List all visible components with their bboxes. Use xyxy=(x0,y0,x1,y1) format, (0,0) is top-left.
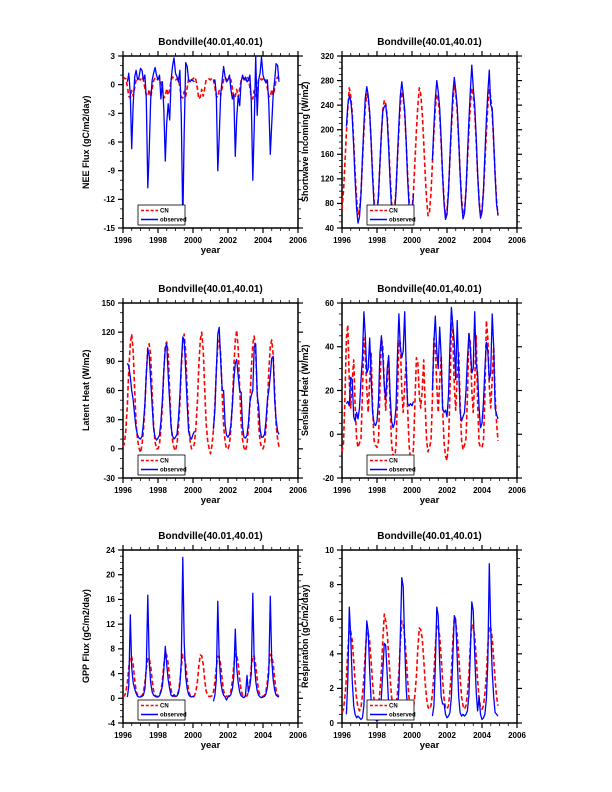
y-tick-label: 90 xyxy=(106,357,115,367)
chart-title: Bondville(40.01,40.01) xyxy=(158,284,263,295)
latent-heat-observed-line xyxy=(127,327,279,440)
y-tick-label: 2 xyxy=(329,684,334,694)
x-tick-label: 2006 xyxy=(508,486,526,495)
y-tick-label: -30 xyxy=(103,473,115,483)
y-tick-label: 40 xyxy=(325,223,334,233)
x-tick-label: 2002 xyxy=(219,731,237,740)
nee-plot xyxy=(78,46,313,258)
y-tick-label: 120 xyxy=(320,174,334,184)
x-tick-label: 2006 xyxy=(289,486,307,495)
chart-title: Bondville(40.01,40.01) xyxy=(158,37,263,48)
x-axis-label: year xyxy=(419,740,440,751)
legend-entry-label: observed xyxy=(389,467,416,474)
x-tick-label: 1998 xyxy=(149,486,167,495)
chart-title: Bondville(40.01,40.01) xyxy=(377,531,482,542)
shortwave-observed-line xyxy=(346,65,498,223)
y-tick-label: 0 xyxy=(329,718,334,728)
legend-entry-label: observed xyxy=(160,217,187,224)
y-axis-label: NEE Flux (gC/m2/day) xyxy=(81,95,91,189)
y-tick-label: 12 xyxy=(106,619,115,629)
x-tick-label: 1998 xyxy=(368,486,386,495)
legend-entry-label: CN xyxy=(389,208,398,215)
y-tick-label: 280 xyxy=(320,76,334,86)
x-tick-label: 2004 xyxy=(473,486,491,495)
sensible-heat-plot xyxy=(297,293,532,508)
x-tick-label: 2002 xyxy=(219,486,237,495)
y-tick-label: 6 xyxy=(329,615,334,624)
x-tick-label: 2000 xyxy=(403,486,421,495)
chart-title: Bondville(40.01,40.01) xyxy=(377,37,482,48)
x-tick-label: 1996 xyxy=(333,731,351,740)
legend-entry-label: CN xyxy=(160,208,169,215)
y-tick-label: 16 xyxy=(106,595,115,605)
y-tick-label: -15 xyxy=(103,223,115,233)
chart-title: Bondville(40.01,40.01) xyxy=(377,284,482,295)
y-tick-label: -20 xyxy=(322,473,334,483)
legend-entry-label: CN xyxy=(160,458,169,465)
x-tick-label: 2000 xyxy=(403,236,421,245)
y-tick-label: 0 xyxy=(110,444,115,454)
x-axis-label: year xyxy=(200,245,221,256)
x-tick-label: 2004 xyxy=(254,236,272,245)
legend-entry-label: CN xyxy=(160,703,169,710)
y-tick-label: -9 xyxy=(107,166,115,176)
x-tick-label: 2002 xyxy=(438,486,456,495)
x-tick-label: 2006 xyxy=(508,236,526,245)
x-tick-label: 1996 xyxy=(333,486,351,495)
x-tick-label: 2000 xyxy=(184,486,202,495)
legend-entry-label: observed xyxy=(389,217,416,224)
x-axis-label: year xyxy=(419,245,440,256)
y-tick-label: 240 xyxy=(320,100,334,110)
x-tick-label: 2004 xyxy=(473,731,491,740)
legend-entry-label: CN xyxy=(389,703,398,710)
x-tick-label: 2004 xyxy=(473,236,491,245)
x-tick-label: 2000 xyxy=(403,731,421,740)
y-tick-label: 20 xyxy=(106,570,115,580)
chart-title: Bondville(40.01,40.01) xyxy=(158,531,263,542)
y-tick-label: -3 xyxy=(107,109,115,119)
y-tick-label: 4 xyxy=(110,669,115,679)
x-tick-label: 2006 xyxy=(289,731,307,740)
y-tick-label: 0 xyxy=(110,80,115,90)
x-tick-label: 2004 xyxy=(254,486,272,495)
x-tick-label: 2002 xyxy=(438,731,456,740)
respiration-plot xyxy=(297,540,532,753)
y-axis-label: GPP Flux (gC/m2/day) xyxy=(81,589,91,684)
y-tick-label: 80 xyxy=(325,199,334,209)
y-tick-label: -12 xyxy=(103,195,115,205)
y-tick-label: 3 xyxy=(110,51,115,61)
x-tick-label: 1998 xyxy=(368,236,386,245)
y-tick-label: 150 xyxy=(101,298,115,308)
x-axis-label: year xyxy=(200,740,221,751)
y-tick-label: -6 xyxy=(107,137,115,147)
y-tick-label: 0 xyxy=(110,694,115,704)
x-tick-label: 1998 xyxy=(149,236,167,245)
y-tick-label: 120 xyxy=(101,327,115,337)
x-tick-label: 2000 xyxy=(184,236,202,245)
y-tick-label: 8 xyxy=(329,580,334,590)
y-tick-label: 160 xyxy=(320,150,334,160)
legend-entry-label: observed xyxy=(389,712,416,719)
x-tick-label: 1996 xyxy=(333,236,351,245)
x-tick-label: 1998 xyxy=(149,731,167,740)
y-axis-label: Latent Heat (W/m2) xyxy=(81,349,91,432)
plot-frame xyxy=(342,303,517,478)
y-tick-label: 40 xyxy=(325,342,334,352)
gpp-observed-line xyxy=(127,557,279,701)
y-tick-label: 200 xyxy=(320,125,334,135)
y-tick-label: 20 xyxy=(325,386,334,396)
y-tick-label: 8 xyxy=(110,644,115,654)
y-tick-label: 24 xyxy=(106,545,115,555)
x-tick-label: 1996 xyxy=(114,236,132,245)
shortwave-plot xyxy=(297,46,532,258)
y-tick-label: 10 xyxy=(325,545,334,555)
y-tick-label: 4 xyxy=(329,649,334,659)
y-tick-label: -4 xyxy=(107,718,115,728)
x-tick-label: 2004 xyxy=(254,731,272,740)
x-tick-label: 2002 xyxy=(219,236,237,245)
x-tick-label: 2002 xyxy=(438,236,456,245)
x-axis-label: year xyxy=(200,495,221,506)
gpp-plot xyxy=(78,540,313,753)
y-tick-label: 320 xyxy=(320,51,334,61)
latent-heat-plot xyxy=(78,293,313,508)
x-tick-label: 2006 xyxy=(289,236,307,245)
y-axis-label: Sensible Heat (W/m2) xyxy=(300,344,310,437)
x-axis-label: year xyxy=(419,495,440,506)
x-tick-label: 2000 xyxy=(184,731,202,740)
y-axis-label: Respiration (gC/m2/day) xyxy=(300,584,310,689)
x-tick-label: 1996 xyxy=(114,731,132,740)
legend-entry-label: observed xyxy=(160,467,187,474)
y-axis-label: Shortwave Incoming (W/m2) xyxy=(300,81,310,203)
x-tick-label: 1996 xyxy=(114,486,132,495)
y-tick-label: 60 xyxy=(106,386,115,396)
nee-observed-line xyxy=(127,56,279,223)
x-tick-label: 2006 xyxy=(508,731,526,740)
legend-entry-label: CN xyxy=(389,458,398,465)
y-tick-label: 0 xyxy=(329,430,334,440)
y-tick-label: 30 xyxy=(106,415,115,425)
legend-entry-label: observed xyxy=(160,712,187,719)
x-tick-label: 1998 xyxy=(368,731,386,740)
y-tick-label: 60 xyxy=(325,298,334,308)
